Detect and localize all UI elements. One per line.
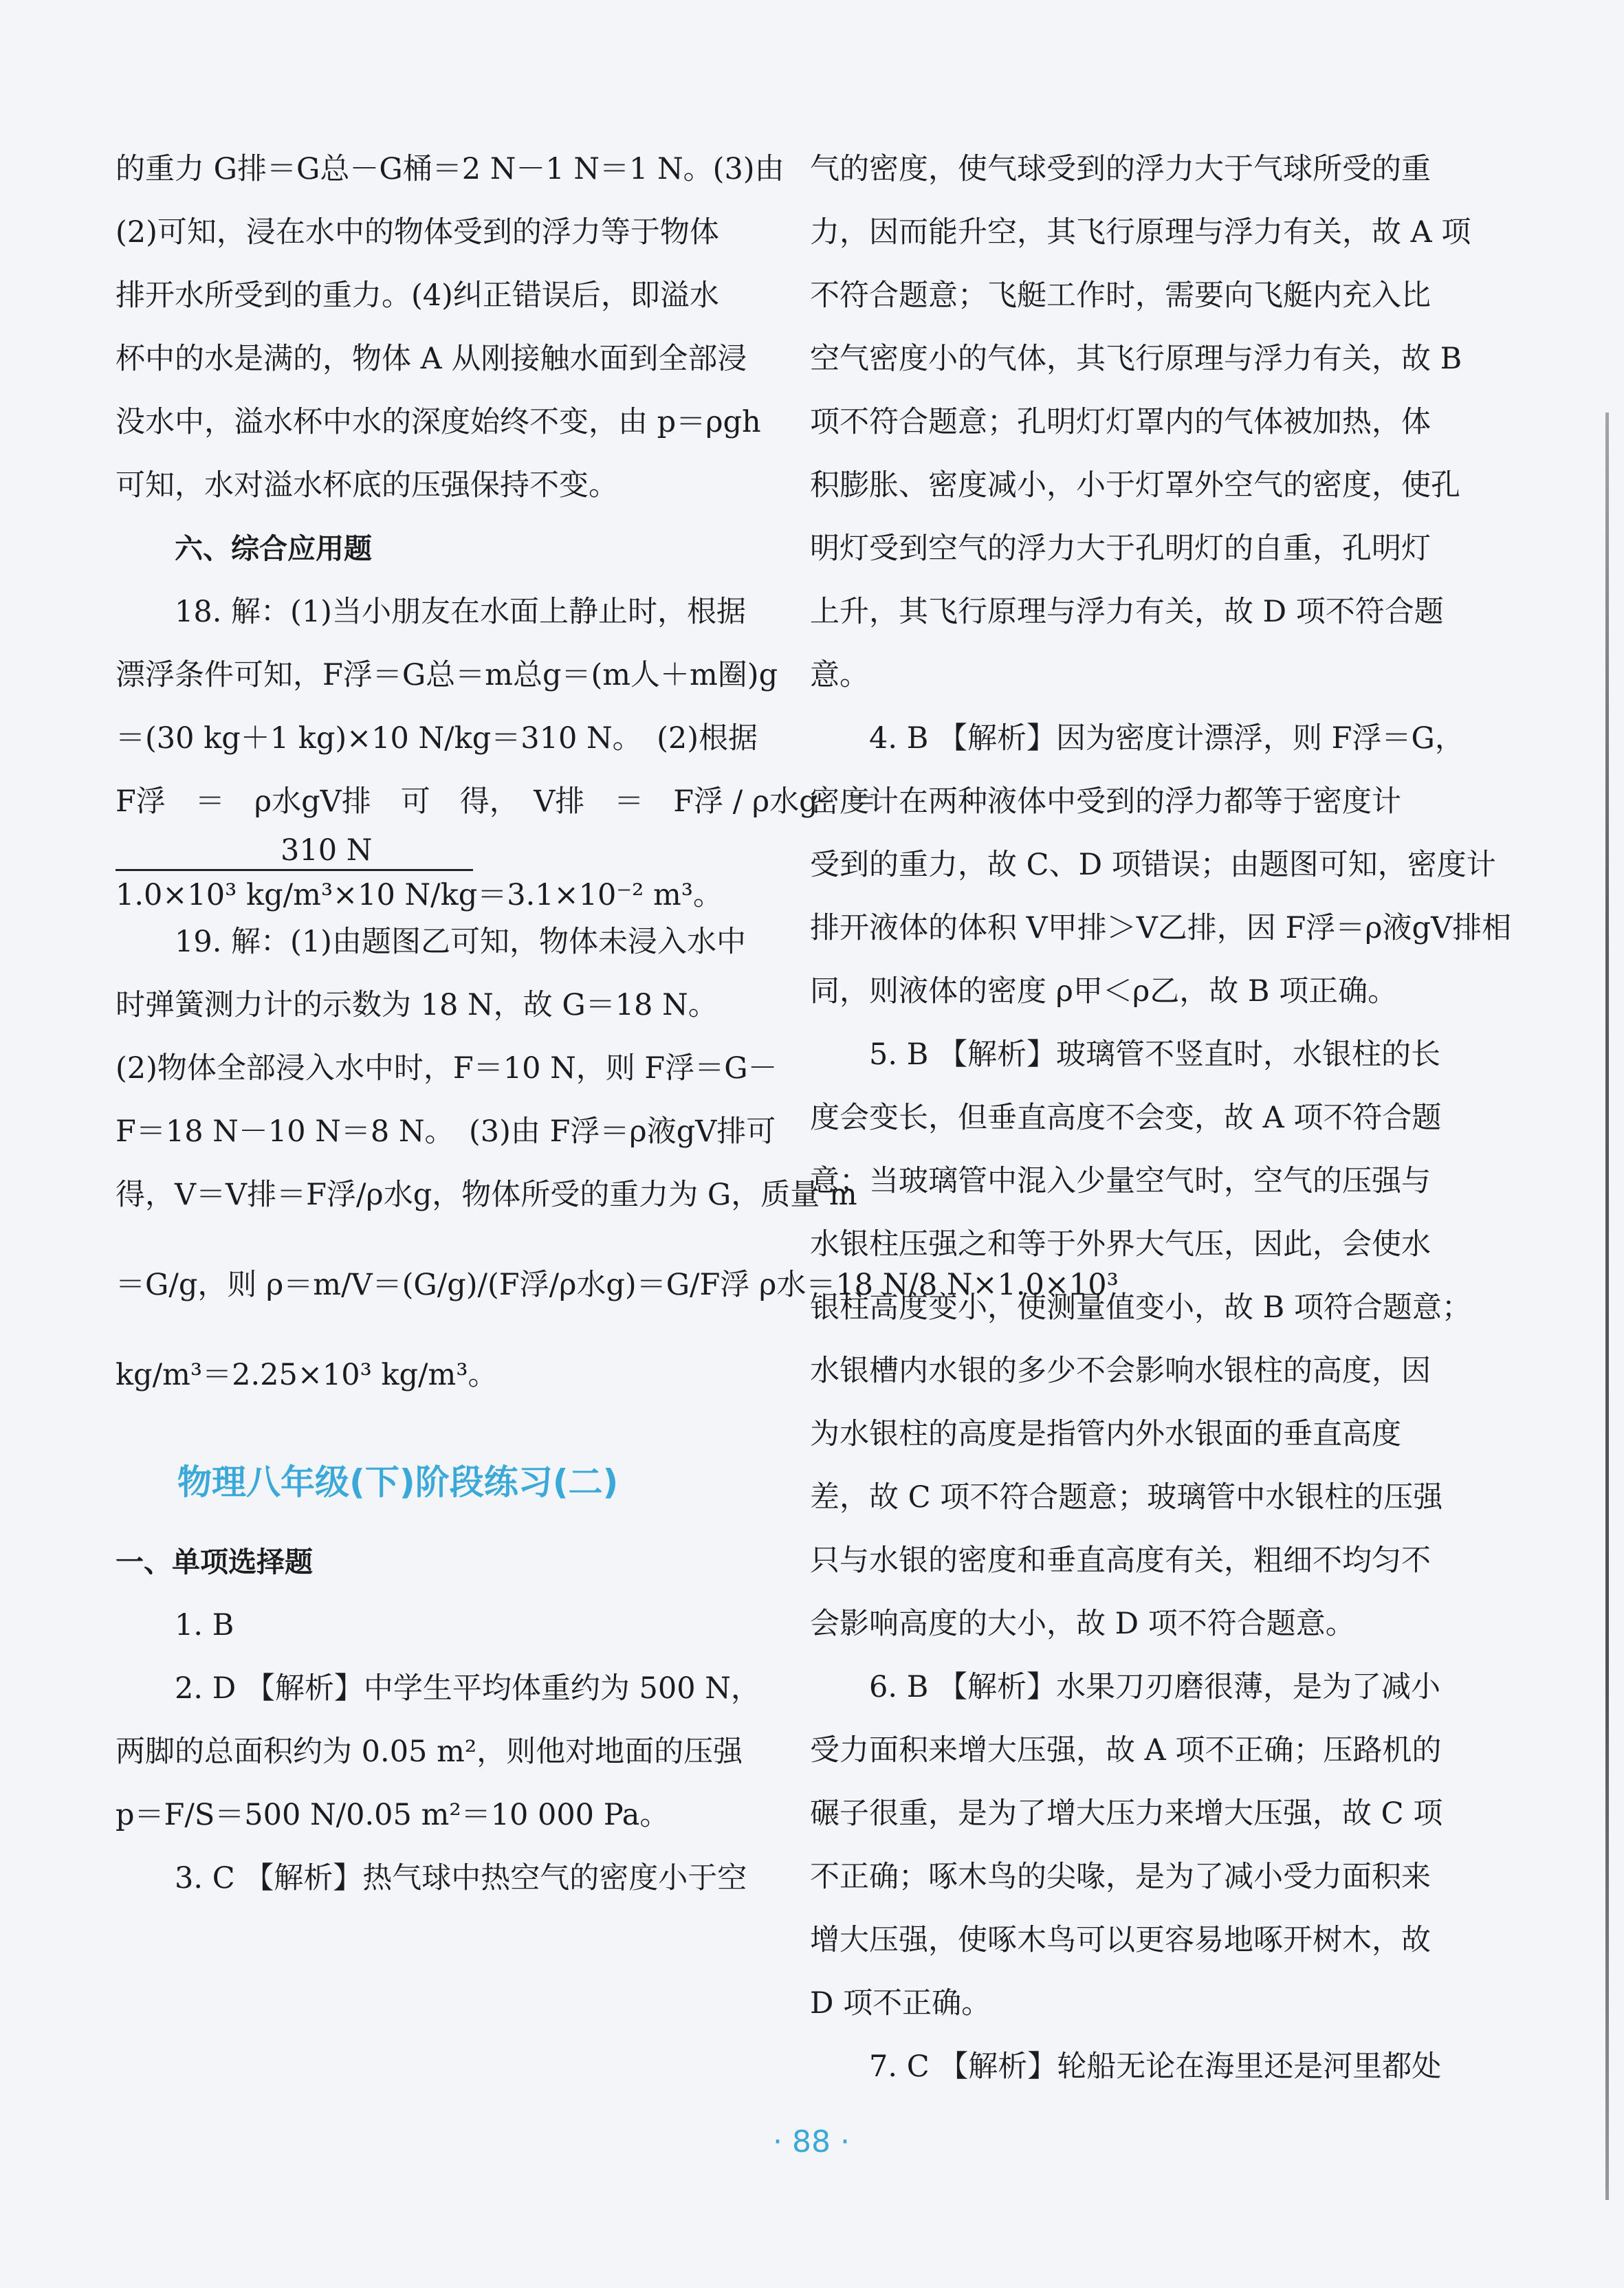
text-line: 排开液体的体积 V甲排＞V乙排，因 F浮＝ρ液gV排相 [810, 911, 1512, 945]
text-line: 项不符合题意；孔明灯灯罩内的气体被加热，体 [810, 405, 1431, 439]
text-line: 时弹簧测力计的示数为 18 N，故 G＝18 N。 [116, 988, 718, 1022]
text-line: 空气密度小的气体，其飞行原理与浮力有关，故 B [810, 342, 1462, 376]
text-line: F＝18 N－10 N＝8 N。 (3)由 F浮＝ρ液gV排可 [116, 1114, 776, 1149]
text-line: 明灯受到空气的浮力大于孔明灯的自重，孔明灯 [810, 531, 1431, 566]
text-line: 可知，水对溢水杯底的压强保持不变。 [116, 468, 618, 503]
text-line: 上升，其飞行原理与浮力有关，故 D 项不符合题 [810, 595, 1444, 629]
text-line: 意。 [810, 658, 869, 692]
section-title: 物理八年级(下)阶段练习(二) [177, 1462, 619, 1502]
question-2: 2. D 【解析】中学生平均体重约为 500 N， [175, 1671, 760, 1706]
text-line: 水银柱压强之和等于外界大气压，因此，会使水 [810, 1227, 1431, 1262]
fraction-denominator-result: 1.0×10³ kg/m³×10 N/kg＝3.1×10⁻² m³。 [116, 878, 723, 912]
fraction-bar [116, 869, 473, 871]
text-line: 没水中，溢水杯中水的深度始终不变，由 p＝ρgh [116, 405, 761, 439]
text-line: ＝G/g，则 ρ＝m/V＝(G/g)/(F浮/ρ水g)＝G/F浮 ρ水＝18 N/8 N×1.0×10³ [116, 1268, 1119, 1302]
text-line: 会影响高度的大小，故 D 项不符合题意。 [810, 1607, 1355, 1641]
page-number: · 88 · [773, 2124, 850, 2159]
fraction-numerator: 310 N [281, 833, 373, 868]
text-line: 的重力 G排＝G总－G桶＝2 N－1 N＝1 N。(3)由 [116, 152, 784, 186]
text-line: 积膨胀、密度减小，小于灯罩外空气的密度，使孔 [810, 468, 1460, 503]
text-line: D 项不正确。 [810, 1986, 991, 2021]
text-line: 得，V＝V排＝F浮/ρ水g，物体所受的重力为 G，质量 m [116, 1178, 857, 1212]
text-line: kg/m³＝2.25×10³ kg/m³。 [116, 1358, 498, 1392]
fraction-expression [116, 833, 740, 910]
text-line: 水银槽内水银的多少不会影响水银柱的高度，因 [810, 1354, 1431, 1388]
text-line: (2)可知，浸在水中的物体受到的浮力等于物体 [116, 215, 719, 250]
text-line: p＝F/S＝500 N/0.05 m²＝10 000 Pa。 [116, 1798, 670, 1832]
text-line: 受力面积来增大压强，故 A 项不正确；压路机的 [810, 1733, 1442, 1768]
question-4: 4. B 【解析】因为密度计漂浮，则 F浮＝G， [869, 721, 1464, 756]
text-line: 不符合题意；飞艇工作时，需要向飞艇内充入比 [810, 278, 1431, 313]
text-line: ＝(30 kg＋1 kg)×10 N/kg＝310 N。 (2)根据 [116, 721, 758, 756]
text-line: 碾子很重，是为了增大压力来增大压强，故 C 项 [810, 1796, 1443, 1831]
text-line: 差，故 C 项不符合题意；玻璃管中水银柱的压强 [810, 1480, 1443, 1515]
answer-1: 1. B [175, 1608, 234, 1642]
text-line: 同，则液体的密度 ρ甲＜ρ乙，故 B 项正确。 [810, 974, 1398, 1009]
text-line: 漂浮条件可知，F浮＝G总＝m总g＝(m人＋m圈)g [116, 658, 778, 692]
section-heading: 一、单项选择题 [116, 1546, 313, 1578]
binding-edge [1605, 412, 1609, 2200]
section-heading: 六、综合应用题 [175, 532, 372, 565]
question-3: 3. C 【解析】热气球中热空气的密度小于空 [175, 1861, 747, 1895]
text-line: 只与水银的密度和垂直高度有关，粗细不均匀不 [810, 1543, 1431, 1578]
text-line: 力，因而能升空，其飞行原理与浮力有关，故 A 项 [810, 215, 1471, 250]
text-line: 密度计在两种液体中受到的浮力都等于密度计 [810, 784, 1401, 819]
right-column [810, 138, 1512, 2098]
question-18: 18. 解：(1)当小朋友在水面上静止时，根据 [175, 595, 746, 629]
text-line: 度会变长，但垂直高度不会变，故 A 项不符合题 [810, 1101, 1442, 1135]
text-line: 意；当玻璃管中混入少量空气时，空气的压强与 [810, 1164, 1431, 1198]
text-line: (2)物体全部浸入水中时，F＝10 N，则 F浮＝G－ [116, 1051, 778, 1086]
text-line: 两脚的总面积约为 0.05 m²，则他对地面的压强 [116, 1735, 743, 1769]
text-line: 银柱高度变小，使测量值变小，故 B 项符合题意； [810, 1290, 1471, 1325]
text-line: 气的密度，使气球受到的浮力大于气球所受的重 [810, 152, 1431, 186]
text-line: 排开水所受到的重力。(4)纠正错误后，即溢水 [116, 278, 719, 313]
text-line: 不正确；啄木鸟的尖喙，是为了减小受力面积来 [810, 1860, 1431, 1894]
question-7: 7. C 【解析】轮船无论在海里还是河里都处 [869, 2049, 1442, 2084]
text-line: 为水银柱的高度是指管内外水银面的垂直高度 [810, 1417, 1401, 1451]
text-line: 受到的重力，故 C、D 项错误；由题图可知，密度计 [810, 848, 1496, 882]
text-line: 杯中的水是满的，物体 A 从刚接触水面到全部浸 [116, 342, 747, 376]
text-line: F浮 ＝ ρ水gV排 可 得， V排 ＝ F浮 / ρ水g ＝ [116, 784, 877, 819]
question-19: 19. 解：(1)由题图乙可知，物体未浸入水中 [175, 925, 746, 959]
text-line: 增大压强，使啄木鸟可以更容易地啄开树木，故 [810, 1923, 1431, 1957]
question-5: 5. B 【解析】玻璃管不竖直时，水银柱的长 [869, 1037, 1440, 1072]
question-6: 6. B 【解析】水果刀刃磨很薄，是为了减小 [869, 1670, 1440, 1704]
